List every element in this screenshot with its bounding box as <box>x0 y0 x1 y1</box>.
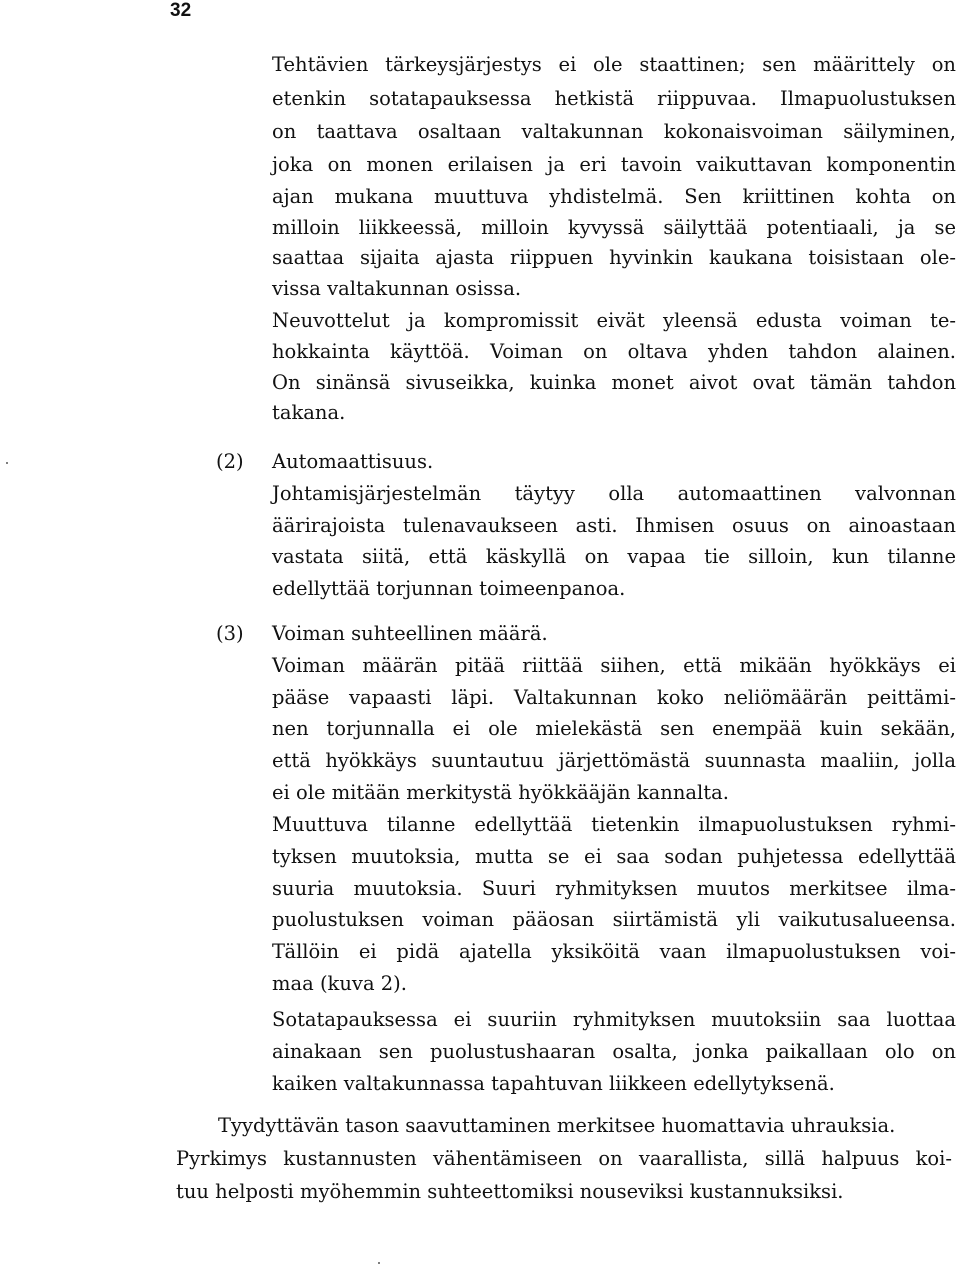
text-line: saattaa sijaita ajasta riippuen hyvinkin kaukana toisistaan ole- <box>272 246 956 269</box>
item-number: (3) <box>216 622 244 645</box>
text-line: hokkainta käyttöä. Voiman on oltava yhden tahdon alainen. <box>272 340 956 363</box>
text-line: nen torjunnalla ei ole mielekästä sen enempää kuin sekään, <box>272 717 956 740</box>
text-line: puolustuksen voiman pääosan siirtämistä yli vaikutusalueensa. <box>272 908 956 931</box>
item-number: (2) <box>216 450 244 473</box>
text-line: Tyydyttävän tason saavuttaminen merkitsee huomattavia uhrauksia. <box>218 1114 896 1137</box>
scan-speck <box>6 462 8 464</box>
item-heading: Voiman suhteellinen määrä. <box>272 622 548 645</box>
text-line: Pyrkimys kustannusten vähentämiseen on vaarallista, sillä halpuus koi- <box>176 1147 952 1170</box>
text-line: suuria muutoksia. Suuri ryhmityksen muutos merkitsee ilma- <box>272 877 956 900</box>
text-line: Voiman määrän pitää riittää siihen, että mikään hyökkäys ei <box>272 654 956 677</box>
text-line: Tällöin ei pidä ajatella yksiköitä vaan ilmapuolustuksen voi- <box>272 940 956 963</box>
text-line: vissa valtakunnan osissa. <box>272 277 522 300</box>
text-line: ajan mukana muuttuva yhdistelmä. Sen kriittinen kohta on <box>272 185 956 208</box>
item-heading: Automaattisuus. <box>272 450 434 473</box>
text-line: ei ole mitään merkitystä hyökkääjän kannalta. <box>272 781 729 804</box>
text-line: ainakaan sen puolustushaaran osalta, jonka paikallaan olo on <box>272 1040 956 1063</box>
text-line: milloin liikkeessä, milloin kyvyssä säilyttää potentiaali, ja se <box>272 216 956 239</box>
text-line: kaiken valtakunnassa tapahtuvan liikkeen edellytyksenä. <box>272 1072 835 1095</box>
text-line: edellyttää torjunnan toimeenpanoa. <box>272 577 626 600</box>
page-number: 32 <box>170 0 192 21</box>
text-line: joka on monen erilaisen ja eri tavoin vaikuttavan komponentin <box>272 153 956 176</box>
text-line: etenkin sotatapauksessa hetkistä riippuvaa. Ilmapuolustuksen <box>272 87 956 110</box>
text-line: Sotatapauksessa ei suuriin ryhmityksen muutoksiin saa luottaa <box>272 1008 956 1031</box>
text-line: vastata siitä, että käskyllä on vapaa tie silloin, kun tilanne <box>272 545 956 568</box>
text-line: Neuvottelut ja kompromissit eivät yleensä edusta voiman te- <box>272 309 956 332</box>
text-line: maa (kuva 2). <box>272 972 407 995</box>
text-line: On sinänsä sivuseikka, kuinka monet aivot ovat tämän tahdon <box>272 371 956 394</box>
text-line: takana. <box>272 401 346 424</box>
text-line: äärirajoista tulenavaukseen asti. Ihmisen osuus on ainoastaan <box>272 514 956 537</box>
text-line: pääse vapaasti läpi. Valtakunnan koko neliömäärän peittämi- <box>272 686 956 709</box>
text-line: tuu helposti myöhemmin suhteettomiksi nouseviksi kustannuksiksi. <box>176 1180 844 1203</box>
scan-speck <box>378 1262 380 1264</box>
text-line: Johtamisjärjestelmän täytyy olla automaattinen valvonnan <box>272 482 956 505</box>
text-line: on taattava osaltaan valtakunnan kokonaisvoiman säilyminen, <box>272 120 956 143</box>
text-line: Tehtävien tärkeysjärjestys ei ole staattinen; sen määrittely on <box>272 53 956 76</box>
text-line: tyksen muutoksia, mutta se ei saa sodan puhjetessa edellyttää <box>272 845 956 868</box>
text-line: että hyökkäys suuntautuu järjettömästä suunnasta maaliin, jolla <box>272 749 956 772</box>
text-line: Muuttuva tilanne edellyttää tietenkin ilmapuolustuksen ryhmi- <box>272 813 956 836</box>
